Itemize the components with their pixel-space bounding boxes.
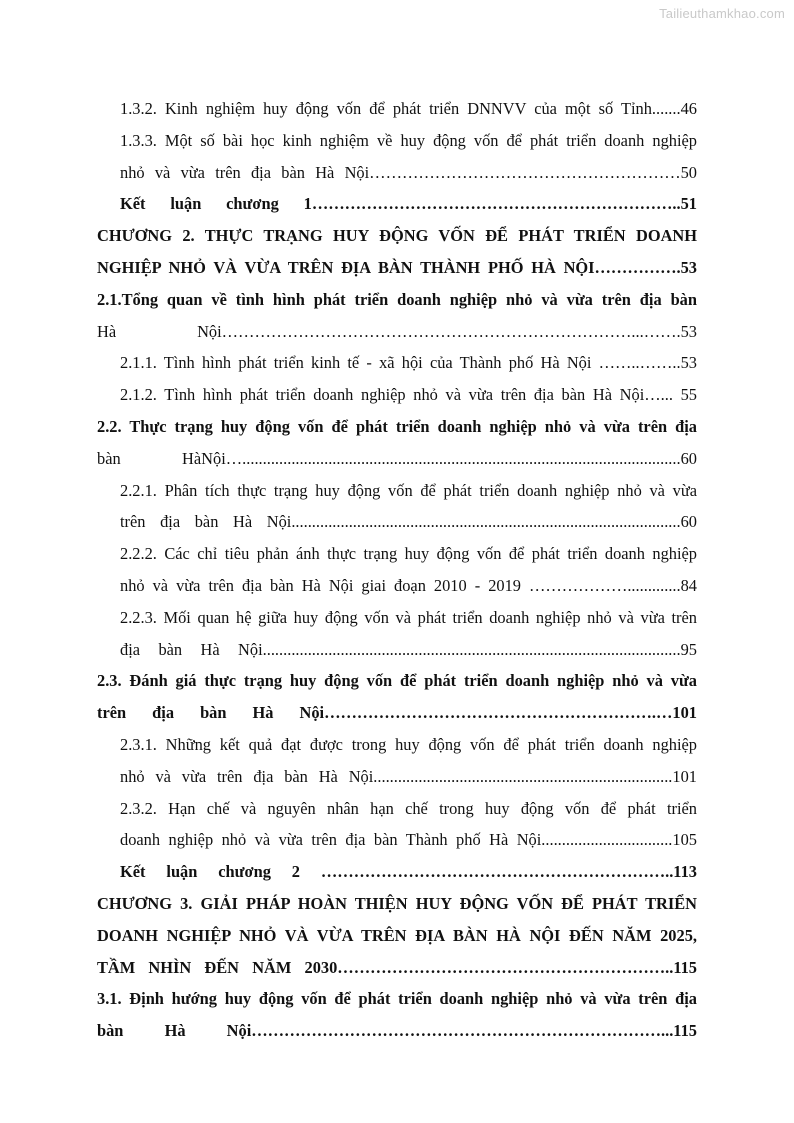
- toc-line: doanh nghiệp nhỏ và vừa trên địa bàn Thành phố Hà Nội................................105: [120, 830, 697, 850]
- toc-line: Hà Nội…………………………………………………………………...…….53: [97, 321, 697, 341]
- toc-line: CHƯƠNG 2. THỰC TRẠNG HUY ĐỘNG VỐN ĐỂ PHÁT TRIỂN DOANH: [97, 226, 697, 246]
- toc-line: Kết luận chương 2 ………………………………………………………..113: [120, 862, 697, 882]
- toc-line: 1.3.3. Một số bài học kinh nghiệm về huy động vốn để phát triển doanh nghiệp: [120, 130, 697, 150]
- toc-line: 2.3.1. Những kết quả đạt được trong huy động vốn để phát triển doanh nghiệp: [120, 734, 697, 754]
- toc-line: 3.1. Định hướng huy động vốn để phát triển doanh nghiệp nhỏ và vừa trên địa: [97, 989, 697, 1009]
- toc-line: bàn Hà Nội…………………………………………………………………...115: [97, 1021, 697, 1041]
- table-of-contents: [97, 93, 697, 1047]
- toc-line: 2.1.1. Tình hình phát triển kinh tế - xã hội của Thành phố Hà Nội ……..……..53: [120, 353, 697, 373]
- toc-line: CHƯƠNG 3. GIẢI PHÁP HOÀN THIỆN HUY ĐỘNG VỐN ĐỂ PHÁT TRIỂN: [97, 893, 697, 913]
- toc-line: 2.2.2. Các chỉ tiêu phản ánh thực trạng huy động vốn để phát triển doanh nghiệp: [120, 544, 697, 564]
- toc-line: nhỏ và vừa trên địa bàn Hà Nội…………………………………………………50: [120, 162, 697, 182]
- toc-line: 2.2.3. Mối quan hệ giữa huy động vốn và phát triển doanh nghiệp nhỏ và vừa trên: [120, 607, 697, 627]
- toc-line: 2.3. Đánh giá thực trạng huy động vốn để phát triển doanh nghiệp nhỏ và vừa: [97, 671, 697, 691]
- toc-line: 2.1.Tổng quan về tình hình phát triển doanh nghiệp nhỏ và vừa trên địa bàn: [97, 289, 697, 309]
- toc-line: trên địa bàn Hà Nội...............................................................................................60: [120, 512, 697, 532]
- toc-line: 2.2.1. Phân tích thực trạng huy động vốn để phát triển doanh nghiệp nhỏ và vừa: [120, 480, 697, 500]
- watermark: Tailieuthamkhao.com: [659, 6, 785, 21]
- toc-line: 2.2. Thực trạng huy động vốn để phát triển doanh nghiệp nhỏ và vừa trên địa: [97, 416, 697, 436]
- toc-line: DOANH NGHIỆP NHỎ VÀ VỪA TRÊN ĐỊA BÀN HÀ NỘI ĐẾN NĂM 2025,: [97, 925, 697, 945]
- toc-line: TẦM NHÌN ĐẾN NĂM 2030……………………………………………………..115: [97, 957, 697, 977]
- toc-line: Kết luận chương 1…………………………………………………………..51: [120, 194, 697, 214]
- toc-line: bàn HàNội…...........................................................................................................60: [97, 448, 697, 468]
- toc-line: 1.3.2. Kinh nghiệm huy động vốn để phát triển DNNVV của một số Tỉnh.......46: [120, 99, 697, 118]
- toc-line: địa bàn Hà Nội......................................................................................................95: [120, 639, 697, 659]
- toc-line: 2.1.2. Tình hình phát triển doanh nghiệp nhỏ và vừa trên địa bàn Hà Nội…... 55: [120, 385, 697, 405]
- toc-line: trên địa bàn Hà Nội…………………………………………………….…101: [97, 703, 697, 723]
- toc-line: 2.3.2. Hạn chế và nguyên nhân hạn chế trong huy động vốn để phát triển: [120, 798, 697, 818]
- toc-line: nhỏ và vừa trên địa bàn Hà Nội giai đoạn 2010 - 2019 ……………….............84: [120, 575, 697, 595]
- toc-line: nhỏ và vừa trên địa bàn Hà Nội.........................................................................101: [120, 766, 697, 786]
- toc-line: NGHIỆP NHỎ VÀ VỪA TRÊN ĐỊA BÀN THÀNH PHỐ HÀ NỘI…………….53: [97, 257, 697, 277]
